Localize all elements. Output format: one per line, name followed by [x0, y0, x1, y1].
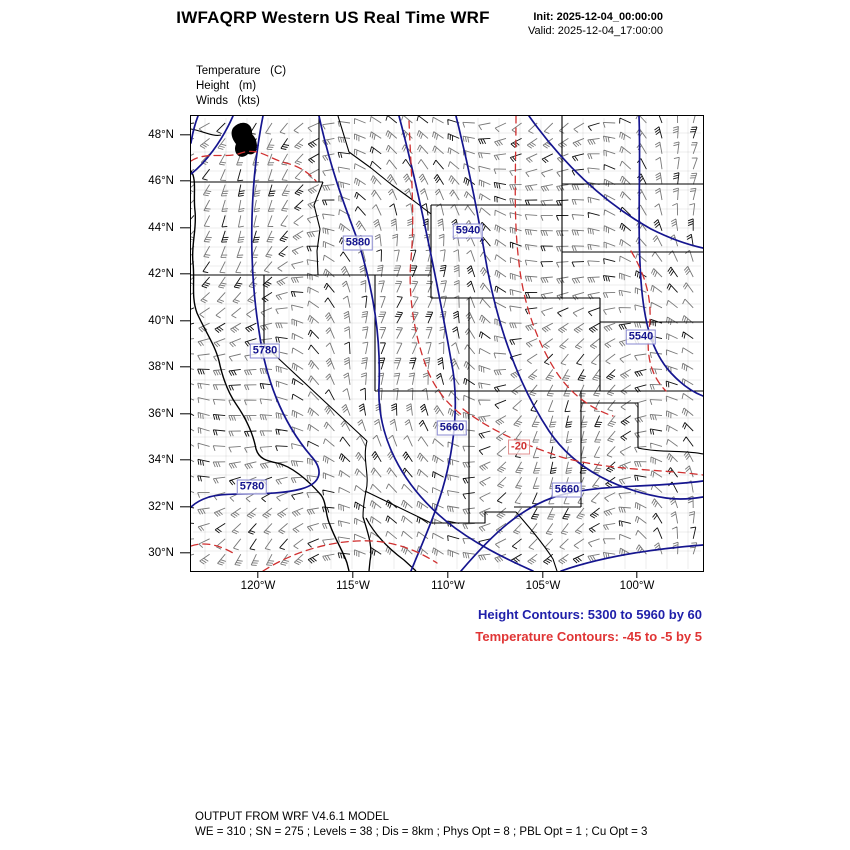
- page-title: IWFAQRP Western US Real Time WRF: [176, 8, 490, 27]
- lat-tick-label: 46°N: [148, 175, 174, 187]
- height-contour-label: 5780: [250, 344, 280, 359]
- colorado-river: [363, 441, 367, 517]
- height-contour-label: 5880: [343, 236, 373, 251]
- legend-row: Height (m): [196, 80, 257, 92]
- lat-tick-mark: [180, 366, 190, 367]
- height-contour-label: 5780: [237, 480, 267, 495]
- lat-tick-label: 32°N: [148, 501, 174, 513]
- lat-tick-label: 44°N: [148, 222, 174, 234]
- timestamp-block: [480, 10, 663, 38]
- lat-tick-mark: [180, 180, 190, 181]
- juan-de-fuca-strait: [191, 129, 221, 135]
- height-contour-5940: [456, 116, 703, 499]
- height-contour-label: 5660: [437, 421, 467, 436]
- lon-tick-label: 120°W: [240, 580, 276, 592]
- temperature-contour-label: -20: [508, 440, 530, 455]
- height-contour-label: 5660: [552, 483, 582, 498]
- footer-config-line: WE = 310 ; SN = 275 ; Levels = 38 ; Dis = 8km ; Phys Opt = 8 ; PBL Opt = 1 ; Cu Opt = 3: [195, 826, 648, 838]
- lon-tick-mark: [636, 571, 637, 578]
- lon-tick-label: 115°W: [336, 580, 370, 592]
- footer-model-line: OUTPUT FROM WRF V4.6.1 MODEL: [195, 811, 390, 823]
- height-contour-label: 5540: [626, 330, 656, 345]
- temp-contour-baja: [191, 544, 233, 553]
- valid-timestamp: Valid: 2025-12-04_17:00:00: [528, 25, 663, 37]
- lon-tick-label: 105°W: [525, 580, 561, 592]
- height-contour-se: [561, 545, 703, 571]
- lat-tick-label: 36°N: [148, 408, 174, 420]
- legend-row: Temperature (C): [196, 65, 287, 77]
- lon-tick-mark: [257, 571, 258, 578]
- lat-tick-mark: [180, 134, 190, 135]
- legend-row: Winds (kts): [196, 95, 260, 107]
- lat-tick-label: 42°N: [148, 268, 174, 280]
- lon-tick-mark: [447, 571, 448, 578]
- init-timestamp: Init: 2025-12-04_00:00:00: [533, 11, 663, 23]
- temperature-contour-caption: Temperature Contours: -45 to -5 by 5: [475, 629, 702, 644]
- lon-tick-mark: [542, 571, 543, 578]
- lat-tick-mark: [180, 506, 190, 507]
- height-contour-5780: [191, 116, 319, 507]
- variable-legend: [196, 64, 286, 109]
- gulf-of-california-coast: [363, 517, 416, 571]
- lat-tick-label: 30°N: [148, 547, 174, 559]
- mexico-border: [365, 448, 703, 571]
- lat-tick-label: 38°N: [148, 361, 174, 373]
- lat-tick-mark: [180, 320, 190, 321]
- model-footer: [195, 810, 647, 840]
- lon-tick-mark: [352, 571, 353, 578]
- lat-tick-mark: [180, 552, 190, 553]
- wind-barbs-dark: [191, 116, 697, 564]
- lat-tick-mark: [180, 413, 190, 414]
- lat-tick-mark: [180, 273, 190, 274]
- height-contour: [191, 116, 233, 174]
- lat-tick-label: 34°N: [148, 454, 174, 466]
- height-contour-label: 5940: [453, 224, 483, 239]
- wind-barbs-gray: [191, 116, 697, 565]
- lon-tick-label: 100°W: [619, 580, 655, 592]
- lat-tick-label: 40°N: [148, 315, 174, 327]
- wind-barbs-layer: [191, 116, 697, 565]
- height-contour-caption: Height Contours: 5300 to 5960 by 60: [478, 607, 702, 622]
- lat-tick-mark: [180, 227, 190, 228]
- lon-tick-label: 110°W: [431, 580, 465, 592]
- lat-tick-label: 48°N: [148, 129, 174, 141]
- lat-tick-mark: [180, 459, 190, 460]
